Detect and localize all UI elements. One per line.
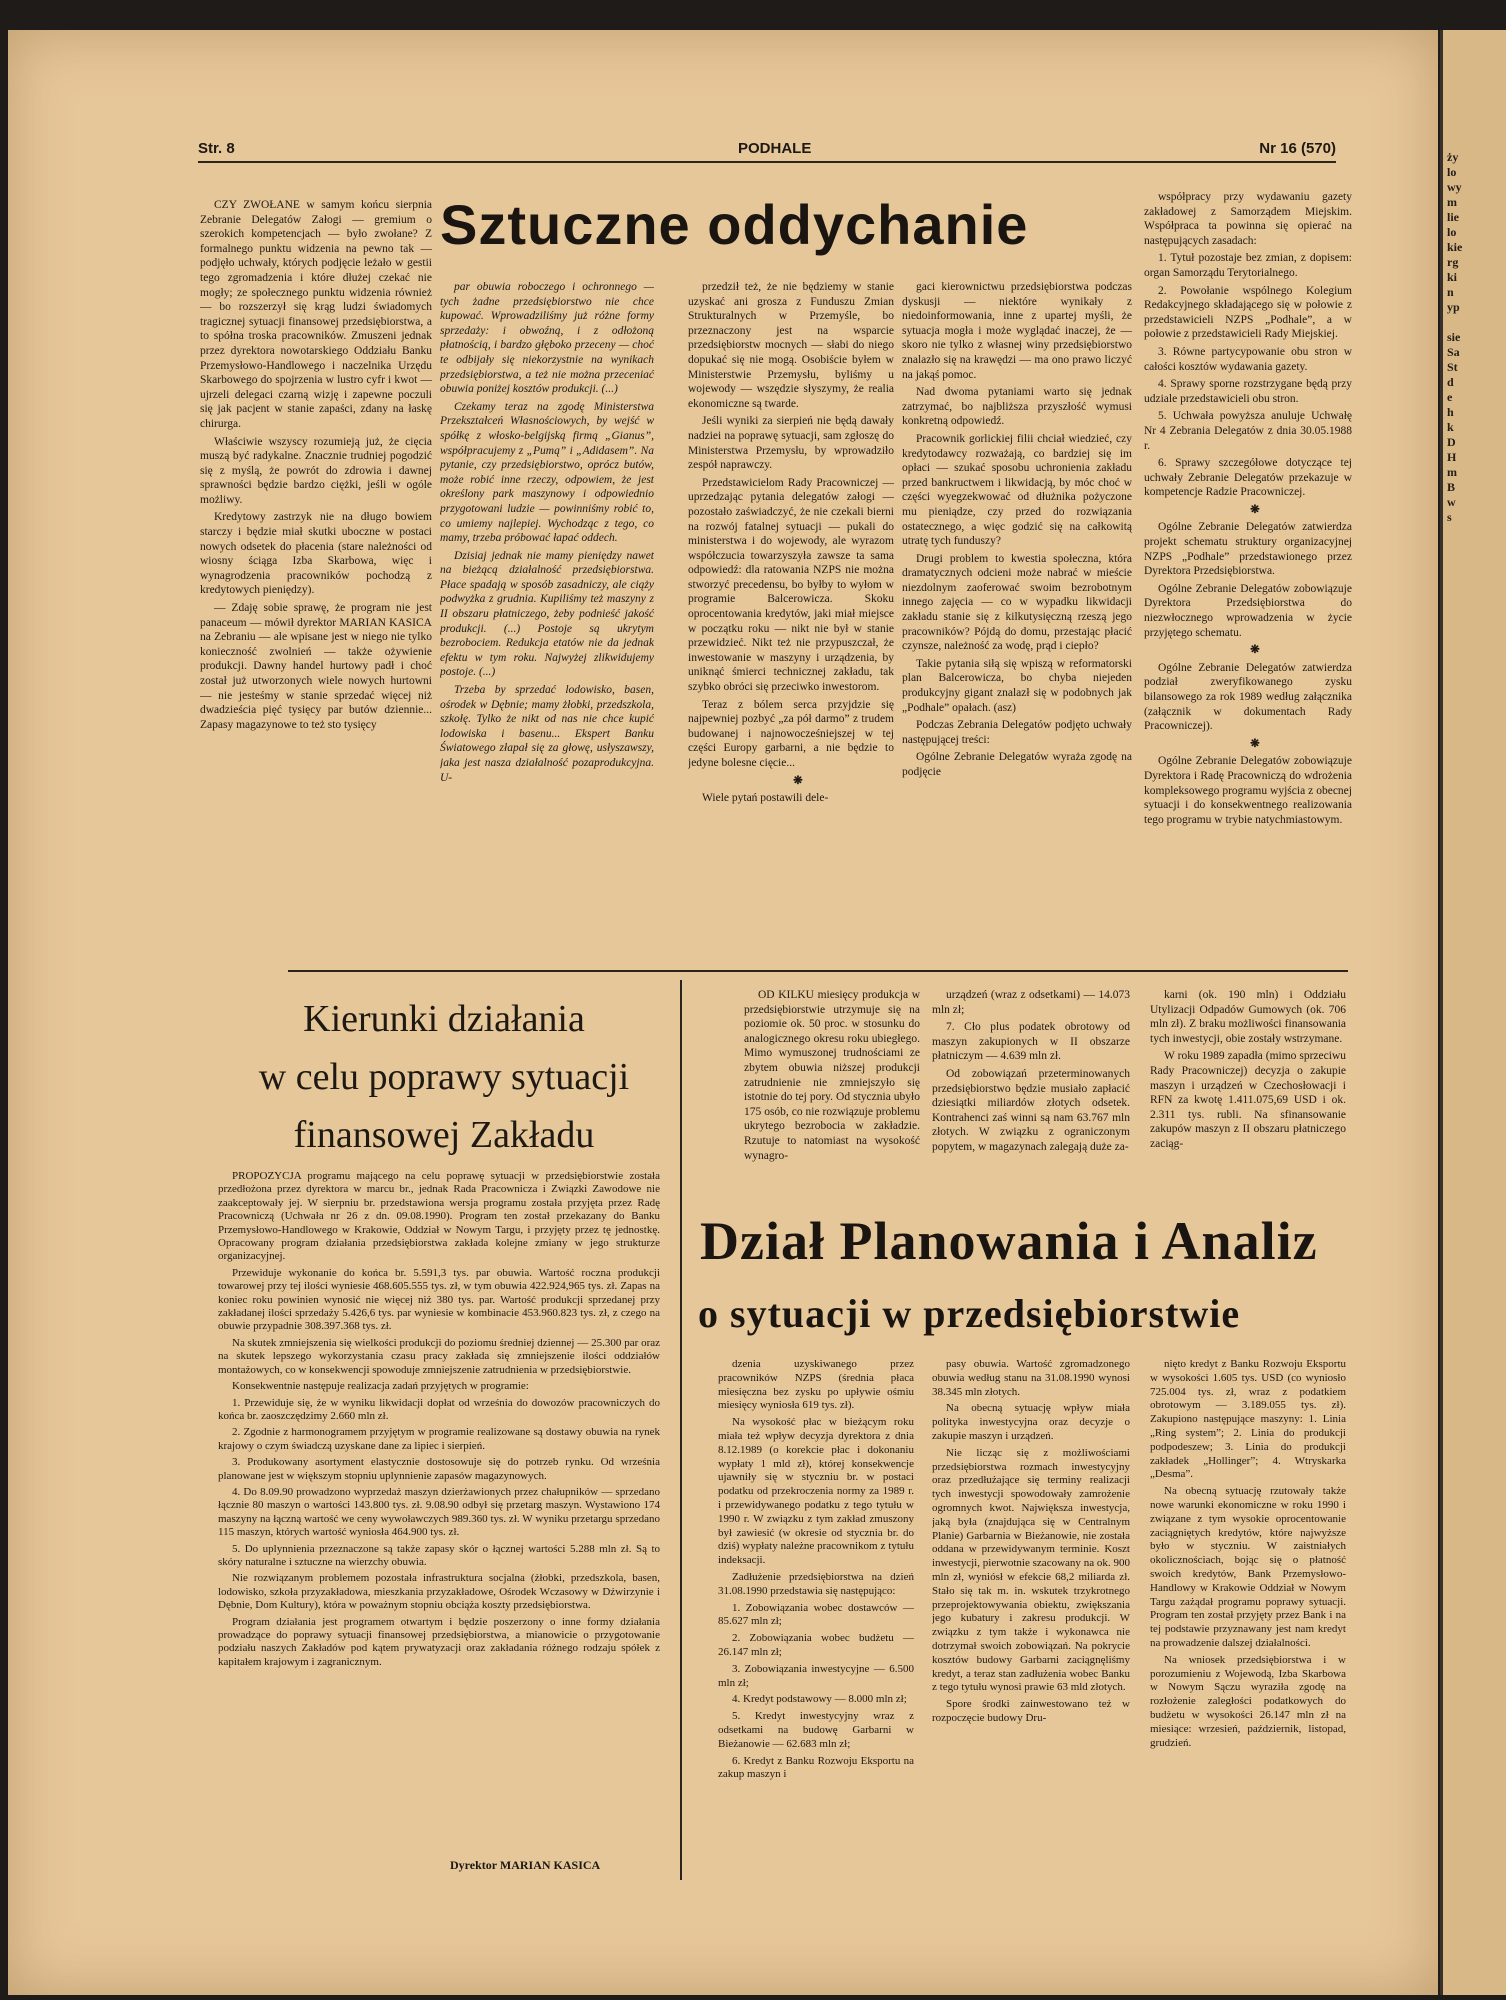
paragraph: Na wniosek przedsiębiorstwa i w porozumieniu z Wojewodą, Izba Skarbowa w Nowym Sączu wyraziła zgodę na rozłożenie zaległości podatkowych do budżetu w wysokości 26.147 mln zł na miesiące: wrzesień, październik, listopad, grudzień. xyxy=(1150,1653,1346,1749)
paragraph: 5. Do uplynnienia przeznaczone są także zapasy skór o łącznej wartości 5.288 mln zł. Są to skóry naturalne i sztuczne na wierzchy obuwia. xyxy=(218,1542,660,1568)
paragraph: 3. Produkowany asortyment elastycznie dostosowuje się do potrzeb rynku. Od września planowane jest w większym stopniu uplynnienie zapasów magazynowych. xyxy=(218,1456,660,1482)
paragraph: przedził też, że nie będziemy w stanie uzyskać ani grosza z Funduszu Zmian Strukturalnych w Przemyśle, bo przeznaczony jest na wsparcie przedsiębiorstw mocnych — słabi do niego dopukać się nie mogą. Osobiście byłem w Ministerstwie Przemysłu, byliśmy u wojewody — wszędzie słyszymy, że realia ekonomiczne są twarde. xyxy=(688,281,894,410)
paragraph: 2. Powołanie wspólnego Kolegium Redakcyjnego składającego się w połowie z przedstawicieli NZPS „Podhale”, a w połowie z przedstawicieli Rady Miejskiej. xyxy=(1144,284,1352,341)
paragraph: Ogólne Zebranie Delegatów zatwierdza podział zweryfikowanego zysku bilansowego za rok 1989 według załącznika (załącznik w dokumentach Rady Pracowniczej). xyxy=(1144,661,1352,733)
paragraph: par obuwia roboczego i ochronnego — tych żadne przedsiębiorstwo nie chce kupować. Wprowadziliśmy już różne formy sprzedaży: i obwoźną, i z odłożoną płatnością, i bardzo głęboko przeceny — choć te odbijały się niekorzystnie na wynikach przedsiębiorstwa, a też nie można przeceniać obuwia poniżej kosztów produkcji. (...) xyxy=(440,281,654,396)
article-title-dzial-planowania: Dział Planowania i Analiz xyxy=(700,1211,1318,1271)
article3-top-column-2 xyxy=(932,988,1130,1178)
paragraph: karni (ok. 190 mln) i Oddziału Utylizacji Odpadów Gumowych (ok. 706 mln zł). Z braku możliwości finansowania tych inwestycji, obie zostały wstrzymane. xyxy=(1150,989,1346,1045)
paragraph: Dzisiaj jednak nie mamy pieniędzy nawet na bieżącą działalność przedsiębiorstwa. Płace spadają w sposób zasadniczy, ale ciąży podwyżka z grudnia. Kupiliśmy też maszyny z II obszaru płatniczego, żeby podnieść jakość produkcji. (...) Postoje są ukrytym bezrobociem. Redukcja etatów nie da jednak efektu w tym roku. Najwyżej zlikwidujemy postoje. (...) xyxy=(440,549,654,679)
paragraph: Czekamy teraz na zgodę Ministerstwa Przekształceń Własnościowych, by wejść w spółkę z włosko-belgijską firmą „Gianus”, współpracujemy z „Pumą” i „Adidasem”. Na pytanie, czy przedsiębiorstwo, oprócz butów, może robić inne rzeczy, odpowiem, że jest określony park maszynowy i odpowiednio przygotowani ludzie — powinniśmy robić to, co umiemy najlepiej. Wychodząc z tego, co mamy, trzeba próbować łapać oddech. xyxy=(440,400,654,545)
paragraph: Konsekwentnie następuje realizacja zadań przyjętych w programie: xyxy=(232,1380,529,1393)
adjacent-page-edge xyxy=(1440,30,1506,1995)
paragraph: Kredytowy zastrzyk nie na długo bowiem starczy i będzie miał skutki uboczne w postaci nowych odsetek do płacenia (stare należności od wiosny ściąga Izba Skarbowa, więc i wynagrodzenia pracowników pochodzą z kredytowych pieniędzy). xyxy=(200,511,432,597)
paragraph: gaci kierownictwu przedsiębiorstwa podczas dyskusji — niektóre wynikały z niedoinformowania, inne z upartej myśli, że sytuacja mogła i może wyglądać inaczej, że — skoro nie tylko z własnej winy przedsiębiorstwo znalazło się na krawędzi — ma ono prawo liczyć na jakąś pomoc. xyxy=(902,281,1132,381)
paragraph: CZY ZWOŁANE w samym końcu sierpnia Zebranie Delegatów Załogi — gremium o szerokich kompetencjach — było zwołane? Z formalnego punktu widzenia na pewno tak — podjęło uchwały, których podjęcie leżało w gestii tego zgromadzenia i które dłużej czekać nie mogły; ze społecznego punktu widzenia również — bo rozszerzył się krąg ludzi świadomych tragicznej sytuacji finansowej przedsiębiorstwa, a to spółna troska pracowników. Zmuszeni jednak przez dyrektora nowotarskiego Oddziału Banku Przemysłowo-Handlowego i naczelnika Urzędu Skarbowego do spojrzenia w lustro cyfr i kwot — ujrzeli delegaci czarną wizję i zapewne poczuli się jak pacjent w stanie zapaści, zdany na łaskę chirurga. xyxy=(200,199,432,430)
paragraph: Teraz z bólem serca przyjdzie się najpewniej pozbyć „za pół darmo” z trudem budowanej i najnowocześniejszej w tej części Europy garbarni, a nie będzie to jedyne bolesne cięcie... xyxy=(688,698,894,769)
article3-column-2 xyxy=(932,1358,1130,1878)
article1-column-2 xyxy=(440,280,654,956)
page-header xyxy=(198,140,1336,160)
paragraph: Od zobowiązań przeterminowanych przedsiębiorstwo będzie musiało zapłacić dziesiątki miliardów złotych odsetek. Kontrahenci zaś winni są nam 63.767 mln złotych. W związku z ograniczonym popytem, w magazynach zalegają duże za- xyxy=(932,1067,1130,1153)
paragraph: 6. Sprawy szczegółowe dotyczące tej uchwały Zebranie Delegatów przekazuje w kompetencje Radzie Pracowniczej. xyxy=(1144,457,1352,499)
paragraph: Na obecną sytuację wpływ miała polityka inwestycyjna oraz decyzje o zakupie maszyn i urządzeń. xyxy=(932,1402,1130,1442)
paragraph: 3. Równe partycypowanie obu stron w całości kosztów wydawania gazety. xyxy=(1144,345,1352,373)
paragraph: nięto kredyt z Banku Rozwoju Eksportu w wysokości 1.605 tys. USD (co wyniosło 725.004 tys. zł, wraz z podatkiem obrotowym — 3.189.055 tys. zł). Zakupiono następujące maszyny: 1. Linia „Ring system”; 2. Linia do produkcji podpodeszew; 3. Linia do produkcji zakładek „Hollinger”; 4. Wtryskarka „Desma”. xyxy=(1150,1358,1346,1481)
section-divider-horizontal xyxy=(288,970,1348,972)
paragraph: 5. Uchwała powyższa anuluje Uchwałę Nr 4 Zebrania Delegatów z dnia 30.05.1988 r. xyxy=(1144,410,1352,452)
paragraph: Pracownik gorlickiej filii chciał wiedzieć, czy kredytodawcy rozważają, co bardziej się im opłaci — szukać sposobu uchronienia zakładu przed bankructwem i likwidacją, by móc choć w części wyegzekwować od dłużnika pożyczone mu pieniądze, czy przed do rozwiązania ostatecznego, a więc godzić się na całkowitą utratę tych funduszy? xyxy=(902,432,1132,548)
paragraph: współpracy przy wydawaniu gazety zakładowej z Samorządem Miejskim. Współpraca ta powinna się opierać na następujących zasadach: xyxy=(1144,191,1352,247)
paragraph: ❋ xyxy=(1250,644,1260,657)
paragraph: W roku 1989 zapadła (mimo sprzeciwu Rady Pracowniczej) decyzja o zakupie maszyn i urządzeń w Czechosłowacji i RFN za kwotę 1.411.075,69 USD i ok. 2.311 tys. rubli. Na sfinansowanie zakupów maszyn z II obszaru płatniczego zaciąg- xyxy=(1150,1050,1346,1150)
paragraph: ❋ xyxy=(1250,737,1260,750)
title-line-1: Kierunki działania xyxy=(303,998,585,1040)
paragraph: Na skutek zmniejszenia się wielkości produkcji do poziomu średniej dziennej — 25.300 par oraz na skutek lepszego wykorzystania czasu pracy zakłada się zmniejszenie ilości oddziałów montażowych, co w konsekwencji spowoduje zmniejszenie zatrudnienia w przedsiębiorstwie. xyxy=(218,1336,660,1376)
paragraph: 6. Kredyt z Banku Rozwoju Eksportu na zakup maszyn i xyxy=(718,1754,914,1781)
paragraph: Podczas Zebrania Delegatów podjęto uchwały następującej treści: xyxy=(902,719,1132,746)
paragraph: Zadłużenie przedsiębiorstwa na dzień 31.08.1990 przedstawia się następująco: xyxy=(718,1570,914,1597)
paragraph: Na wysokość płac w bieżącym roku miała też wpływ decyzja dyrektora z dnia 8.12.1989 (o korekcie płac i dokonaniu wypłaty 1 mld zł), której konsekwencje ujawniły się w styczniu br. w postaci podatku od przekroczenia normy za 1989 r. i przewidywanego podatku z tego tytułu w 1990 r. W związku z tym zakład zmuszony był zawiesić (w okresie od stycznia br. do dziś) wypłaty należne pracownikom z tytułu indeksacji. xyxy=(718,1416,914,1567)
paragraph: Nie licząc się z możliwościami przedsiębiorstwa rozmach inwestycyjny oraz przedłużające się terminy realizacji tych inwestycji spowodowały zamrożenie ogromnych kwot. Największa inwestycja, jaką była (znajdująca się w Centralnym Planie) Garbarnia w Bieżanowie, nie została oddana w przewidywanym terminie. Koszt inwestycji, pierwotnie szacowany na ok. 900 mln zł, wyniósł w efekcie 68,2 miliarda zł. Stało się tak m. in. wskutek trzykrotnego przeprojektowywania obiektu, zwiększania jego kubatury i zakresu produkcji. W związku z tym także i wykonawca nie dotrzymał swoich zobowiązań. Na pokrycie kosztów budowy Garbarni zaciągnęliśmy kredyt, a teraz stan zadłużenia wobec Banku z tego tytułu wynosi prawie 63 mld złotych. xyxy=(932,1446,1130,1694)
paragraph: pasy obuwia. Wartość zgromadzonego obuwia według stanu na 31.08.1990 wynosi 38.345 mln złotych. xyxy=(932,1358,1130,1398)
title-line-3: finansowej Zakładu xyxy=(293,1114,595,1156)
paragraph: Drugi problem to kwestia społeczna, która dramatycznych odcieni może nabrać w mieście niezdolnym zaoferować swoim bezrobotnym innego zajęcia — co w wypadku likwidacji zakładu stanie się z kilkutysięczną rzeszą jego pracowników? Pójdą do domu, przestając płacić czynsze, należność za wodę, prąd i ciepło? xyxy=(902,552,1132,653)
newspaper-title: PODHALE xyxy=(738,140,812,157)
paragraph: Program działania jest programem otwartym i będzie poszerzony o inne formy działania prowadzące do poprawy sytuacji finansowej przedsiębiorstwa, a mianowicie o przygotowanie podziału naszych Zakładów pod kątem prywatyzacji oraz zakładania różnego rodzaju spółek z kapitałem krajowym i zagranicznym. xyxy=(218,1615,660,1668)
paragraph: Spore środki zainwestowano też w rozpoczęcie budowy Dru- xyxy=(932,1698,1130,1724)
paragraph: 1. Zobowiązania wobec dostawców — 85.627 mln zł; xyxy=(718,1601,914,1628)
article3-column-1 xyxy=(718,1358,914,1878)
issue-number: Nr 16 (570) xyxy=(1259,140,1336,157)
paragraph: Przedstawicielom Rady Pracowniczej — uprzedzając pytania delegatów załogi — pozostało zaświadczyć, że nie czekali bierni na rozwój fatalnej sytuacji — pukali do ministerstwa i do wojewody, ale wyrazom współczucia towarzyszyła zawsze ta sama odpowiedź: dla ratowania NZPS nie można stworzyć precedensu, bo byłby to wyłom w programie Balcerowicza. Skoku oprocentowania kredytów, jaki miał miejsce w początku roku — nikt nie był w stanie przewidzieć. Nikt też nie przypuszczał, że inwestowanie w maszyny i urządzenia, by uniknąć śmierci technicznej zakładu, tak szybko obróci się przeciwko inwestorom. xyxy=(688,476,894,694)
paragraph: 7. Cło plus podatek obrotowy od maszyn zakupionych w II obszarze płatniczym — 4.639 mln zł. xyxy=(932,1021,1130,1063)
paragraph: 1. Tytuł pozostaje bez zmian, z dopisem: organ Samorządu Terytorialnego. xyxy=(1144,252,1352,279)
paragraph: Nie rozwiązanym problemem pozostała infrastruktura socjalna (żłobki, przedszkola, basen, lodowisko, szkoła przyzakładowa, mieszkania przyzakładowe, Ośrodek Wczasowy w Dźwirzynie i Dębnie, Dom Kultury), która w poważnym stopniu obciąża koszty przedsiębiorstwa. xyxy=(218,1572,660,1612)
paragraph: 2. Zgodnie z harmonogramem przyjętym w programie realizowane są dostawy obuwia na rynek krajowy o czym świadczą uzyskane dane za lipiec i sierpień. xyxy=(218,1426,660,1452)
paragraph: dzenia uzyskiwanego przez pracowników NZPS (średnia płaca miesięczna bez zysku po upływie ośmiu miesięcy wyniosła 619 tys. zł). xyxy=(718,1358,914,1412)
article-subtitle-o-sytuacji: o sytuacji w przedsiębiorstwie xyxy=(698,1291,1241,1336)
title-line-2: w celu poprawy sytuacji xyxy=(258,1056,630,1098)
paragraph: Ogólne Zebranie Delegatów zobowiązuje Dyrektora i Radę Pracowniczą do wdrożenia kompleksowego programu wyjścia z obecnej sytuacji i do konsekwentnego realizowania tego programu w trybie natychmiastowym. xyxy=(1144,755,1352,826)
article3-top-column-3 xyxy=(1150,988,1346,1178)
paragraph: Ogólne Zebranie Delegatów zobowiązuje Dyrektora Przedsiębiorstwa do niezwłocznego wprowadzenia w życie przyjętego schematu. xyxy=(1144,582,1352,639)
paragraph: Takie pytania siłą się wpiszą w reformatorski plan Balcerowicza, bo chyba niejeden produkcyjny gigant znalazł się w podobnych jak „Podhale” opałach. (asz) xyxy=(902,657,1132,714)
paragraph: 4. Do 8.09.90 prowadzono wyprzedaż maszyn dzierżawionych przez chałupników — sprzedano łącznie 80 maszyn o wartości 143.800 tys. zł. 9.08.90 odbył się przetarg maszyn. Wystawiono 174 maszyny na łączną wartość we ceny wywoławczych 989.360 tys. zł. W wyniku przetargu sprzedano 115 maszyn, których wartość wyniosła 464.900 tys. zł. xyxy=(218,1485,660,1539)
article-title-sztuczne-oddychanie: Sztuczne oddychanie xyxy=(440,193,1029,256)
paragraph: Trzeba by sprzedać lodowisko, basen, ośrodek w Dębnie; mamy żłobki, przedszkola, szkołę. Tylko że nikt od nas nie chce kupić lodowiska i basenu... Ekspert Banku Światowego złapał się za głowę, usłyszawszy, jaka jest nasza działalność pozaprodukcyjna. U- xyxy=(440,684,654,784)
section-divider-vertical xyxy=(680,980,682,1880)
paragraph: OD KILKU miesięcy produkcja w przedsiębiorstwie utrzymuje się na poziomie ok. 50 proc. w stosunku do analogicznego okresu roku ubiegłego. Mimo wymuszonej trudnościami ze zbytem obuwia niższej produkcji zatrudnienie nie zmniejszyło się istotnie do tej pory. Od stycznia ubyło 175 osób, co nie rozwiązuje problemu ukrytego bezrobocia w zakładzie. Rzutuje to natomiast na wysokość wynagro- xyxy=(744,989,920,1162)
paragraph: ❋ xyxy=(1250,503,1260,516)
adjacent-page-text: ży lo wy m lie lo kie rg ki n yp sie Sa St d e h k D H m B w s xyxy=(1447,150,1463,524)
article1-column-1 xyxy=(200,198,432,958)
paragraph: 2. Zobowiązania wobec budżetu — 26.147 mln zł; xyxy=(718,1632,914,1658)
article3-top-column-1 xyxy=(744,988,920,1178)
paragraph: Jeśli wyniki za sierpień nie będą dawały nadziei na poprawę sytuacji, sam zgłoszę do Ministerstwa Przemysłu, by wprowadziło zespół naprawczy. xyxy=(688,415,894,472)
article-title-kierunki xyxy=(214,990,674,1164)
paragraph: 3. Zobowiązania inwestycyjne — 6.500 mln zł; xyxy=(718,1662,914,1689)
article1-column-5 xyxy=(1144,190,1352,956)
paragraph: Ogólne Zebranie Delegatów wyraża zgodę na podjęcie xyxy=(902,751,1132,778)
paragraph: PROPOZYCJA programu mającego na celu poprawę sytuacji w przedsiębiorstwie została przedłożona przez dyrektora w marcu br., jednak Rada Pracownicza i Związki Zawodowe nie zaakceptowały jej. W sierpniu br. przedstawiona wersja programu została przyjęta przez Radę Pracowniczą (Uchwała nr 26 z dn. 09.08.1990). Program ten został przekazany do Banku Przemysłowo-Handlowego w Krakowie, Oddział w Nowym Targu, i przyjęty przez tę jednostkę. Opracowany program działania przedsiębiorstwa zakłada kolejne zmiany w jego strukturze organizacyjnej. xyxy=(218,1170,660,1263)
paragraph: ❋ xyxy=(793,774,803,787)
article1-column-3 xyxy=(688,280,894,956)
paragraph: — Zdaję sobie sprawę, że program nie jest panaceum — mówił dyrektor MARIAN KASICA na Zebraniu — ale wpisane jest w niego nie tylko konieczność zwolnień — także ożywienie produkcji. Dawny handel hurtowy padł i choć został już utworzonych wiele nowych hurtowni — nie jesteśmy w stanie sprzedać więcej niż dwadzieścia pięć tysięcy par butów dziennie... Zapasy magazynowe to też sto tysięcy xyxy=(200,602,432,731)
paragraph: Nad dwoma pytaniami warto się jednak zatrzymać, bo najbliższa przyszłość wymusi konkretną odpowiedź. xyxy=(902,386,1132,428)
article3-column-3 xyxy=(1150,1358,1346,1878)
paragraph: 5. Kredyt inwestycyjny wraz z odsetkami na budowę Garbarni w Bieżanowie — 62.683 mln zł; xyxy=(718,1710,914,1750)
article1-column-4 xyxy=(902,280,1132,956)
page-number: Str. 8 xyxy=(198,140,235,157)
paragraph: Przewiduje wykonanie do końca br. 5.591,3 tys. par obuwia. Wartość roczna produkcji towarowej przy tej ilości wyniesie 468.605.555 tys. zł, w tym obuwia 422.924,965 tys. zł. Zapas na koniec roku powinien wynosić nie więcej niż 380 tys. par. Wartość produkcji sprzedanej przy zakładanej ilości sprzedaży 5.426,6 tys. par wyniesie w kombinacie 453.960.823 tys. zł, z czego na obuwie przypadnie 308.397.368 tys. zł. xyxy=(218,1266,660,1333)
paragraph: Na obecną sytuację rzutowały także nowe warunki ekonomiczne w roku 1990 i związane z tym wysokie oprocentowanie zaciągniętych kredytów, które najwyższe było w styczniu. W zaistniałych okolicznościach, bojąc się o płatność swoich kredytów, Bank Przemysłowo-Handlowy w Krakowie Oddział w Nowym Targu zażądał programu poprawy sytuacji. Program ten został przyjęty przez Bank i na tej podstawie przyznawany jest nam kredyt na prowadzenie dalszej działalności. xyxy=(1150,1485,1346,1649)
article2-body xyxy=(218,1170,660,1860)
article2-signature: Dyrektor MARIAN KASICA xyxy=(450,1858,601,1872)
paragraph: urządzeń (wraz z odsetkami) — 14.073 mln zł; xyxy=(932,989,1130,1016)
paragraph: 1. Przewiduje się, że w wyniku likwidacji dopłat od września do dowozów pracowniczych do końca br. zaoszczędzimy 2.660 mln zł. xyxy=(218,1396,660,1422)
header-rule xyxy=(198,161,1336,163)
paragraph: 4. Kredyt podstawowy — 8.000 mln zł; xyxy=(732,1693,907,1706)
paragraph: 4. Sprawy sporne rozstrzygane będą przy udziale przedstawicieli obu stron. xyxy=(1144,378,1352,405)
paragraph: Ogólne Zebranie Delegatów zatwierdza projekt schematu struktury organizacyjnej NZPS „Podhale” przedstawionego przez Dyrektora Przedsiębiorstwa. xyxy=(1144,521,1352,578)
paragraph: Wiele pytań postawili dele- xyxy=(702,792,829,805)
paragraph: Właściwie wszyscy rozumieją już, że cięcia muszą być radykalne. Znacznie trudniej pogodzić się z myślą, że powrót do zdrowia i dawnej sprawności będzie bardzo ciężki, jeśli w ogóle możliwy. xyxy=(200,435,432,506)
